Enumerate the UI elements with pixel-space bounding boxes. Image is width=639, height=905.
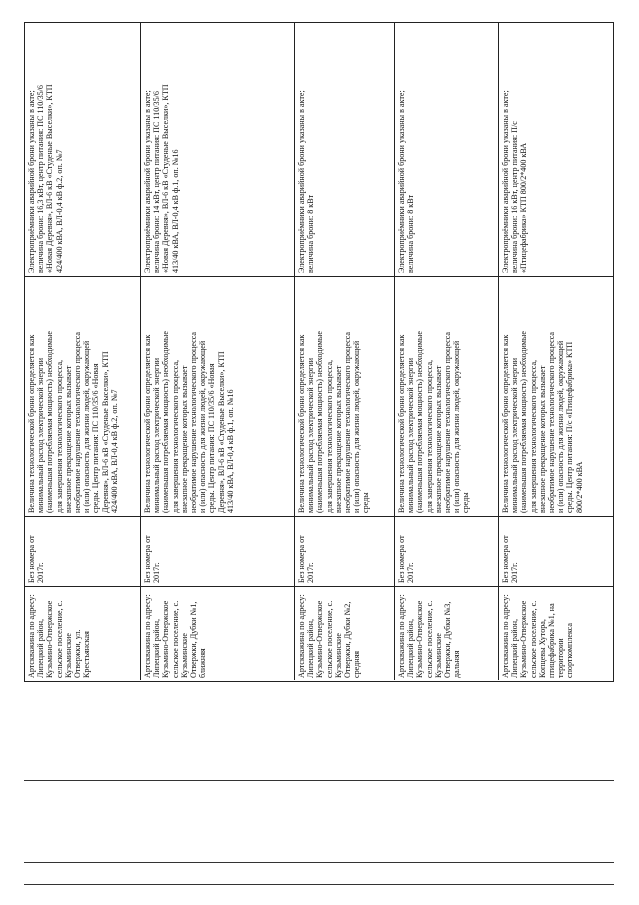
table-cell-location <box>141 587 294 681</box>
cell-text: Артскважина по адресу: Липецкий район, Кузьмино-Отвержское сельское поселение, с. Кузьминские Отвержки, ул. Крестьянская <box>27 594 92 678</box>
table-cell-tech <box>141 277 294 516</box>
table-cell-tech <box>25 277 140 516</box>
horizontal-rule <box>24 862 614 863</box>
cell-text: Электроприёмники аварийной брони указаны в акте; величина брони: 14 кВт, центр питания: ПС 110/35/6 «Новая Деревня», ВЛ-6 кВ «Студеные Выселки», КТП 413/40 кВА, ВЛ-0,4 кВ ф.1, оп. №16 <box>143 84 180 273</box>
table-cell-number <box>395 517 498 586</box>
table-cell-tech <box>295 277 394 516</box>
table-cell-number <box>141 517 294 586</box>
cell-text: Величина технологической брони определяется как минимальный расход электрической энергии (наименьшая потребляемая мощность) необходимые для завершения технологического процесса, внезапное прекращение которых вызывает необратимое нарушение технологического процесса и (или) опасность для жизни людей, окружающей среды <box>297 331 371 513</box>
table-cell-location <box>25 587 140 681</box>
cell-text: Электроприёмники аварийной брони указаны в акте; величина брони: 16,3 кВт, центр питания: ПС 110/35/6 «Новая Деревня», ВЛ-6 кВ «Студеные Выселки», КТП 424/400 кВА, ВЛ-0,4 кВ ф.2, оп. №7 <box>27 84 64 273</box>
table-cell-tech <box>499 277 612 516</box>
cell-text: Без номера от 2017г. <box>143 535 162 583</box>
cell-text: Артскважина по адресу: Липецкий район, Кузьмино-Отвержское сельское поселение, с. Кузьминские Отвержки, Дубки №1, ближняя <box>143 594 208 678</box>
table-cell-number <box>25 517 140 586</box>
cell-text: Без номера от 2017г. <box>297 535 316 583</box>
cell-text: Артскважина по адресу: Липецкий район, Кузьмино-Отвержское сельское поселение, с. Кузьминские Отвержки, Дубки №3, дальняя <box>397 594 462 678</box>
table-cell-location <box>499 587 612 681</box>
cell-text: Без номера от 2017г. <box>501 535 520 583</box>
table-cell-location <box>295 587 394 681</box>
cell-text: Электроприёмники аварийной брони указаны в акте; величина брони: 8 кВт <box>397 90 416 273</box>
horizontal-rule <box>24 884 614 885</box>
cell-text: Электроприёмники аварийной брони указаны в акте; величина брони: 16 кВт, центр питания: П/с «Птицефабрика» КТП 800/2*400 кВА <box>501 90 529 273</box>
table-cell-emergency <box>499 23 612 276</box>
cell-text: Без номера от 2017г. <box>397 535 416 583</box>
cell-text: Величина технологической брони определяется как минимальный расход электрической энергии (наименьшая потребляемая мощность) необходимые для завершения технологического процесса, внезапное прекращение которых вызывает необратимое нарушение технологического процесса и (или) опасность для жизни людей, окружающей среды. Центр питания: ПС 110/35/6 «Новая Деревня», ВЛ-6 кВ «Студеные Выселки», КТП 413/40 кВА, ВЛ-0,4 кВ ф.1, оп. №16 <box>143 331 235 513</box>
table-cell-number <box>295 517 394 586</box>
table-cell-emergency <box>395 23 498 276</box>
cell-text: Величина технологической брони определяется как минимальный расход электрической энергии (наименьшая потребляемая мощность) необходимые для завершения технологического процесса, внезапное прекращение которых вызывает необратимое нарушение технологического процесса и (или) опасность для жизни людей, окружающей среды. Центр питания: ПС 110/35/6 «Новая Деревня», ВЛ-6 кВ «Студеные Выселки», КТП 424/400 кВА, ВЛ-0,4 кВ ф.2, оп. №7 <box>27 331 119 513</box>
cell-text: Артскважина по адресу: Липецкий район, Кузьмино-Отвержское сельское поселение, с. Кузьминские Отвержки, Дубки №2, средняя <box>297 594 362 678</box>
table-cell-number <box>499 517 612 586</box>
table-cell-emergency <box>141 23 294 276</box>
cell-text: Величина технологической брони определяется как минимальный расход электрической энергии (наименьшая потребляемая мощность) необходимые для завершения технологического процесса, внезапное прекращение которых вызывает необратимое нарушение технологического процесса и (или) опасность для жизни людей, окружающей среды. Центр питания: П/с «Птицефабрика» КТП 800/2*400 кВА <box>501 331 584 513</box>
table-cell-location <box>395 587 498 681</box>
table-cell-tech <box>395 277 498 516</box>
cell-text: Электроприёмники аварийной брони указаны в акте; величина брони: 8 кВт <box>297 90 316 273</box>
table-cell-emergency <box>295 23 394 276</box>
horizontal-rule <box>24 780 614 781</box>
cell-text: Артскважина по адресу: Липецкий район, Кузьмино-Отвержское сельское поселение, с. Копцевы Хутора, птицефабрика №1, на территории спорткомплекса <box>501 594 575 678</box>
cell-text: Величина технологической брони определяется как минимальный расход электрической энергии (наименьшая потребляемая мощность) необходимые для завершения технологического процесса, внезапное прекращение которых вызывает необратимое нарушение технологического процесса и (или) опасность для жизни людей, окружающей среды <box>397 331 471 513</box>
table-cell-emergency <box>25 23 140 276</box>
cell-text: Без номера от 2017г. <box>27 535 46 583</box>
